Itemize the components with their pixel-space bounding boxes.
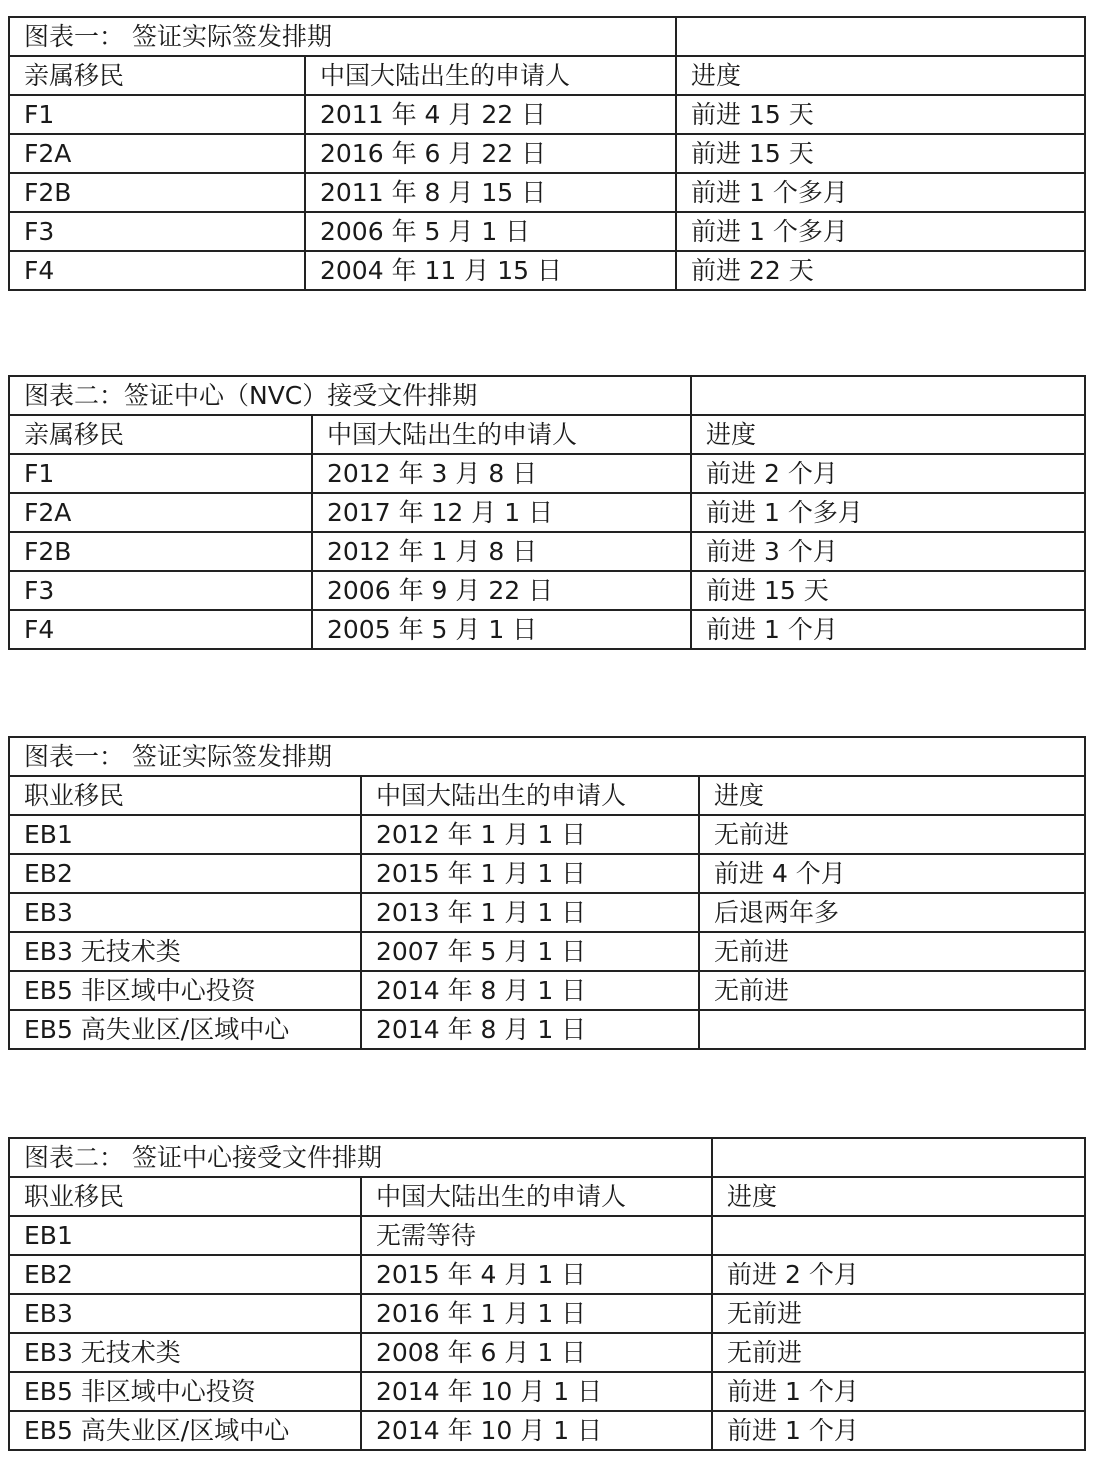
category-cell: EB3 (9, 893, 361, 932)
date-cell: 2014 年 10 月 1 日 (361, 1372, 712, 1411)
table-row (9, 134, 1085, 173)
category-cell: EB3 无技术类 (9, 1333, 361, 1372)
category-cell: EB1 (9, 1216, 361, 1255)
category-cell: EB3 无技术类 (9, 932, 361, 971)
category-cell: F4 (9, 251, 305, 290)
date-cell: 2015 年 4 月 1 日 (361, 1255, 712, 1294)
progress-cell: 前进 3 个月 (691, 532, 1085, 571)
progress-cell (699, 1010, 1085, 1049)
table-row (9, 212, 1085, 251)
table-row (9, 893, 1085, 932)
table-row (9, 815, 1085, 854)
progress-cell (712, 1216, 1085, 1255)
progress-cell: 无前进 (699, 815, 1085, 854)
progress-cell: 前进 1 个月 (691, 610, 1085, 649)
date-cell: 2006 年 9 月 22 日 (312, 571, 691, 610)
table-row (9, 1294, 1085, 1333)
table-row (9, 95, 1085, 134)
category-cell: F1 (9, 454, 312, 493)
progress-cell: 后退两年多 (699, 893, 1085, 932)
date-cell: 2014 年 10 月 1 日 (361, 1411, 712, 1450)
column-header: 进度 (712, 1177, 1085, 1216)
progress-cell: 前进 2 个月 (712, 1255, 1085, 1294)
category-cell: F3 (9, 571, 312, 610)
category-cell: F2A (9, 493, 312, 532)
category-cell: F4 (9, 610, 312, 649)
column-header: 进度 (699, 776, 1085, 815)
category-cell: F2B (9, 173, 305, 212)
date-cell: 2015 年 1 月 1 日 (361, 854, 699, 893)
table-row (9, 1255, 1085, 1294)
table-row (9, 532, 1085, 571)
progress-cell: 前进 15 天 (691, 571, 1085, 610)
category-cell: EB3 (9, 1294, 361, 1333)
progress-cell: 无前进 (712, 1333, 1085, 1372)
column-header: 职业移民 (9, 1177, 361, 1216)
column-header: 亲属移民 (9, 415, 312, 454)
table-row (9, 251, 1085, 290)
column-header: 进度 (691, 415, 1085, 454)
progress-cell: 前进 15 天 (676, 134, 1085, 173)
category-cell: EB2 (9, 854, 361, 893)
date-cell: 2012 年 1 月 1 日 (361, 815, 699, 854)
date-cell: 2008 年 6 月 1 日 (361, 1333, 712, 1372)
empty-cell (712, 1138, 1085, 1177)
table-row (9, 173, 1085, 212)
progress-cell: 前进 1 个多月 (691, 493, 1085, 532)
table-row (9, 932, 1085, 971)
table-header-row (9, 415, 1085, 454)
progress-cell: 前进 2 个月 (691, 454, 1085, 493)
category-cell: EB2 (9, 1255, 361, 1294)
table-header-row (9, 776, 1085, 815)
date-cell: 2011 年 8 月 15 日 (305, 173, 676, 212)
empty-cell (676, 17, 1085, 56)
table-row (9, 971, 1085, 1010)
table-title-row (9, 1138, 1085, 1177)
table-family-nvc-filing (8, 375, 1086, 650)
category-cell: F2B (9, 532, 312, 571)
category-cell: F2A (9, 134, 305, 173)
table-row (9, 454, 1085, 493)
date-cell: 2012 年 3 月 8 日 (312, 454, 691, 493)
empty-cell (691, 376, 1085, 415)
date-cell: 2014 年 8 月 1 日 (361, 1010, 699, 1049)
table-title: 图表一： 签证实际签发排期 (9, 17, 676, 56)
category-cell: F3 (9, 212, 305, 251)
progress-cell: 无前进 (699, 932, 1085, 971)
table-row (9, 1411, 1085, 1450)
date-cell: 2014 年 8 月 1 日 (361, 971, 699, 1010)
date-cell: 2017 年 12 月 1 日 (312, 493, 691, 532)
date-cell: 2004 年 11 月 15 日 (305, 251, 676, 290)
progress-cell: 无前进 (699, 971, 1085, 1010)
table-title-row (9, 737, 1085, 776)
column-header: 职业移民 (9, 776, 361, 815)
progress-cell: 前进 1 个多月 (676, 212, 1085, 251)
table-row (9, 1372, 1085, 1411)
category-cell: EB5 高失业区/区域中心 (9, 1010, 361, 1049)
date-cell: 2016 年 6 月 22 日 (305, 134, 676, 173)
date-cell: 2016 年 1 月 1 日 (361, 1294, 712, 1333)
category-cell: EB1 (9, 815, 361, 854)
table-title: 图表二：签证中心（NVC）接受文件排期 (9, 376, 691, 415)
date-cell: 2013 年 1 月 1 日 (361, 893, 699, 932)
column-header: 进度 (676, 56, 1085, 95)
table-row (9, 1333, 1085, 1372)
date-cell: 2012 年 1 月 8 日 (312, 532, 691, 571)
table-header-row (9, 1177, 1085, 1216)
table-title-row (9, 17, 1085, 56)
column-header: 中国大陆出生的申请人 (312, 415, 691, 454)
table-title: 图表二： 签证中心接受文件排期 (9, 1138, 712, 1177)
category-cell: EB5 非区域中心投资 (9, 971, 361, 1010)
table-title-row (9, 376, 1085, 415)
column-header: 中国大陆出生的申请人 (361, 1177, 712, 1216)
progress-cell: 前进 22 天 (676, 251, 1085, 290)
table-header-row (9, 56, 1085, 95)
table-row (9, 1216, 1085, 1255)
table-row (9, 493, 1085, 532)
column-header: 中国大陆出生的申请人 (361, 776, 699, 815)
date-cell: 2005 年 5 月 1 日 (312, 610, 691, 649)
category-cell: F1 (9, 95, 305, 134)
table-employment-nvc-filing (8, 1137, 1086, 1451)
table-row (9, 610, 1085, 649)
category-cell: EB5 非区域中心投资 (9, 1372, 361, 1411)
column-header: 亲属移民 (9, 56, 305, 95)
progress-cell: 前进 4 个月 (699, 854, 1085, 893)
table-row (9, 1010, 1085, 1049)
date-cell: 无需等待 (361, 1216, 712, 1255)
category-cell: EB5 高失业区/区域中心 (9, 1411, 361, 1450)
column-header: 中国大陆出生的申请人 (305, 56, 676, 95)
table-employment-actual-issue (8, 736, 1086, 1050)
date-cell: 2006 年 5 月 1 日 (305, 212, 676, 251)
progress-cell: 前进 1 个多月 (676, 173, 1085, 212)
date-cell: 2007 年 5 月 1 日 (361, 932, 699, 971)
table-title: 图表一： 签证实际签发排期 (9, 737, 1085, 776)
progress-cell: 前进 15 天 (676, 95, 1085, 134)
table-row (9, 854, 1085, 893)
progress-cell: 前进 1 个月 (712, 1411, 1085, 1450)
table-row (9, 571, 1085, 610)
date-cell: 2011 年 4 月 22 日 (305, 95, 676, 134)
progress-cell: 无前进 (712, 1294, 1085, 1333)
progress-cell: 前进 1 个月 (712, 1372, 1085, 1411)
table-family-actual-issue (8, 16, 1086, 291)
